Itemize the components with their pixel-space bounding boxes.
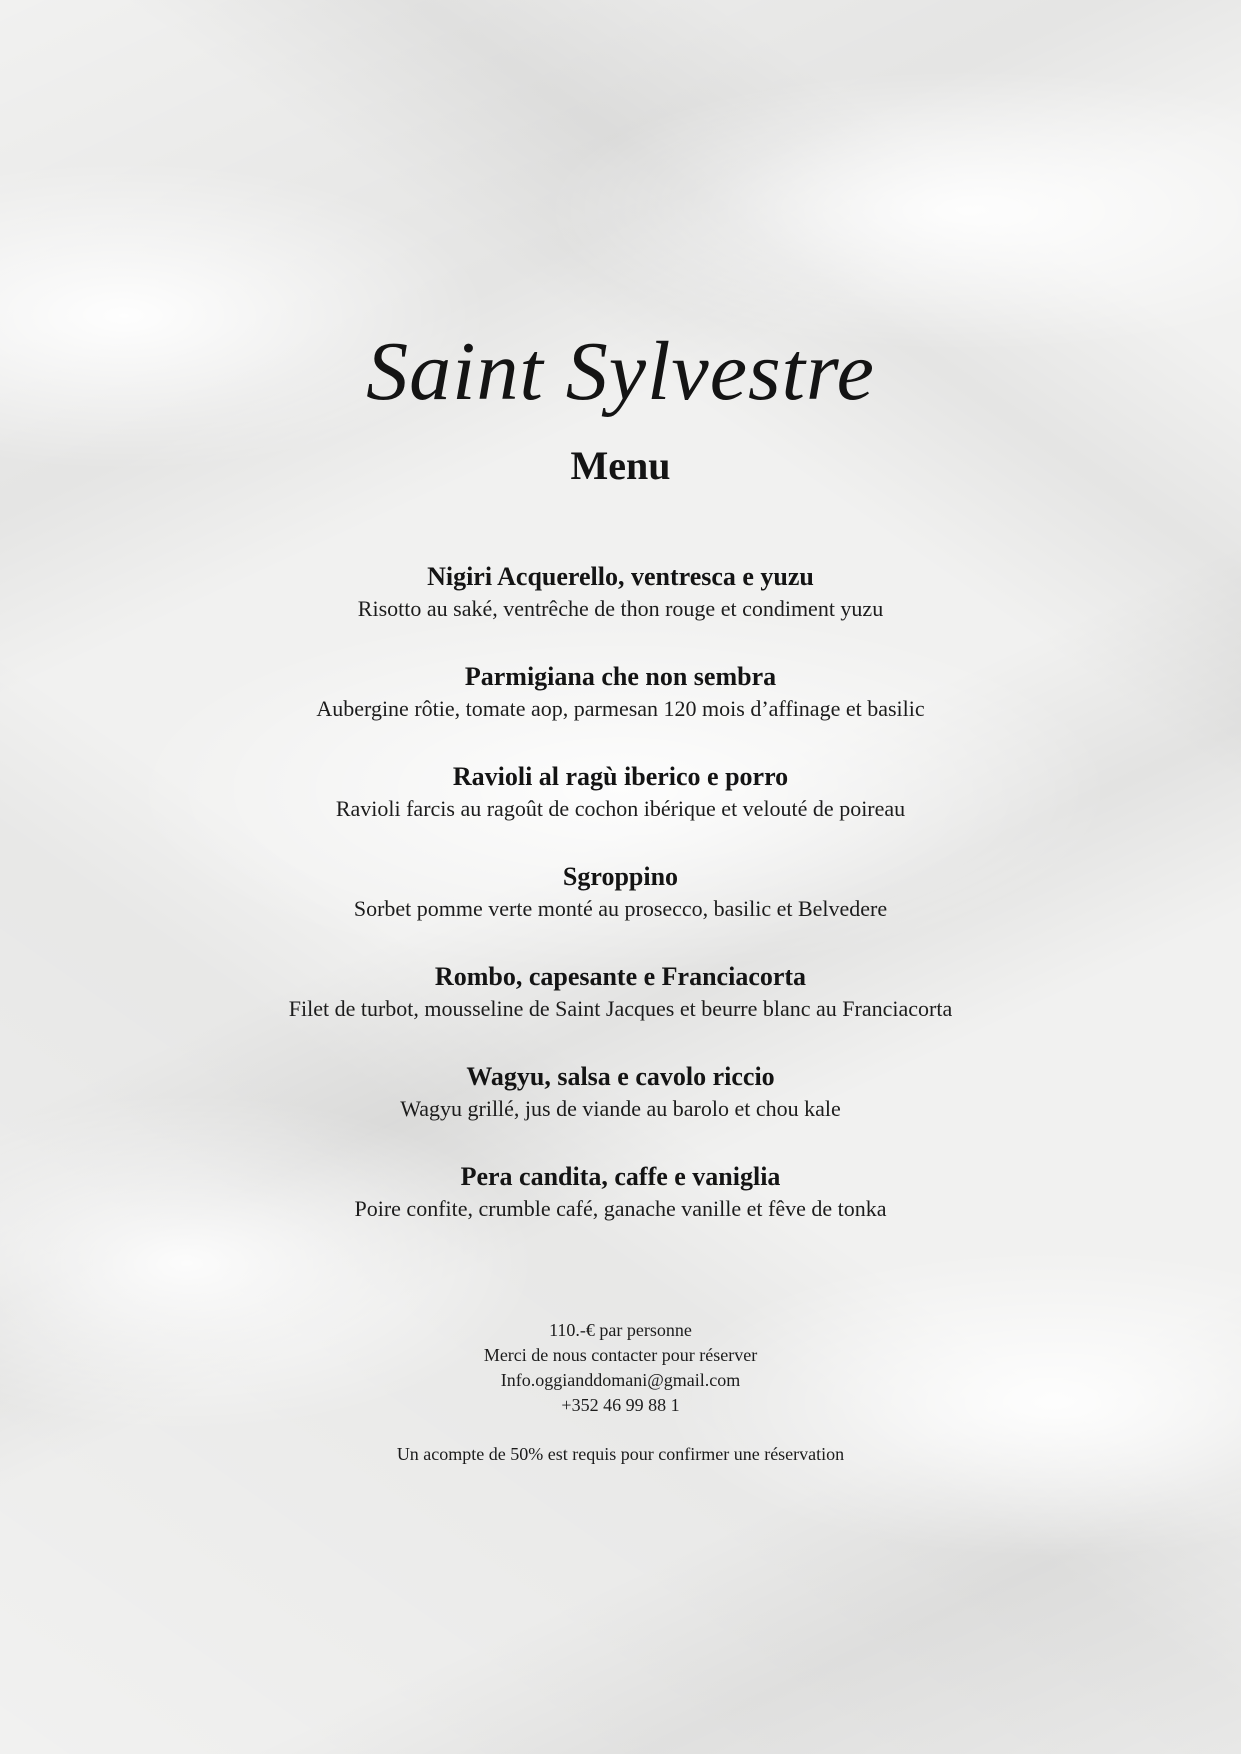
course-description: Ravioli farcis au ragoût de cochon ibérique et velouté de poireau [335, 796, 906, 821]
course-name: Rombo, capesante e Franciacorta [434, 962, 807, 991]
course-name: Nigiri Acquerello, ventresca e yuzu [427, 562, 814, 591]
contact-email: Info.oggianddomani@gmail.com [500, 1370, 741, 1390]
deposit-note: Un acompte de 50% est requis pour confirmer une réservation [396, 1444, 845, 1464]
course-item [0, 1160, 1241, 1260]
course-description: Poire confite, crumble café, ganache vanille et fêve de tonka [354, 1196, 887, 1221]
course-description: Wagyu grillé, jus de viande au barolo et chou kale [400, 1096, 841, 1121]
course-name: Sgroppino [562, 862, 679, 891]
script-title: Saint Sylvestre [366, 325, 875, 418]
footer-info [0, 1318, 1241, 1467]
course-name: Parmigiana che non sembra [464, 662, 777, 691]
course-description: Sorbet pomme verte monté au prosecco, basilic et Belvedere [353, 896, 888, 921]
course-description: Risotto au saké, ventrêche de thon rouge et condiment yuzu [357, 596, 884, 621]
course-item [0, 760, 1241, 860]
course-description: Aubergine rôtie, tomate aop, parmesan 120 mois d’affinage et basilic [316, 696, 925, 721]
course-name: Wagyu, salsa e cavolo riccio [466, 1062, 775, 1091]
course-item [0, 960, 1241, 1060]
course-list [0, 560, 1241, 1260]
course-description: Filet de turbot, mousseline de Saint Jacques et beurre blanc au Franciacorta [288, 996, 953, 1021]
course-item [0, 660, 1241, 760]
contact-phone: +352 46 99 88 1 [561, 1395, 680, 1415]
reservation-note: Merci de nous contacter pour réserver [483, 1345, 758, 1365]
course-item [0, 1060, 1241, 1160]
course-item [0, 860, 1241, 960]
course-item [0, 560, 1241, 660]
course-name: Ravioli al ragù iberico e porro [452, 762, 789, 791]
menu-title: Menu [570, 443, 671, 488]
price-per-person: 110.-€ par personne [549, 1320, 692, 1340]
course-name: Pera candita, caffe e vaniglia [460, 1162, 781, 1191]
